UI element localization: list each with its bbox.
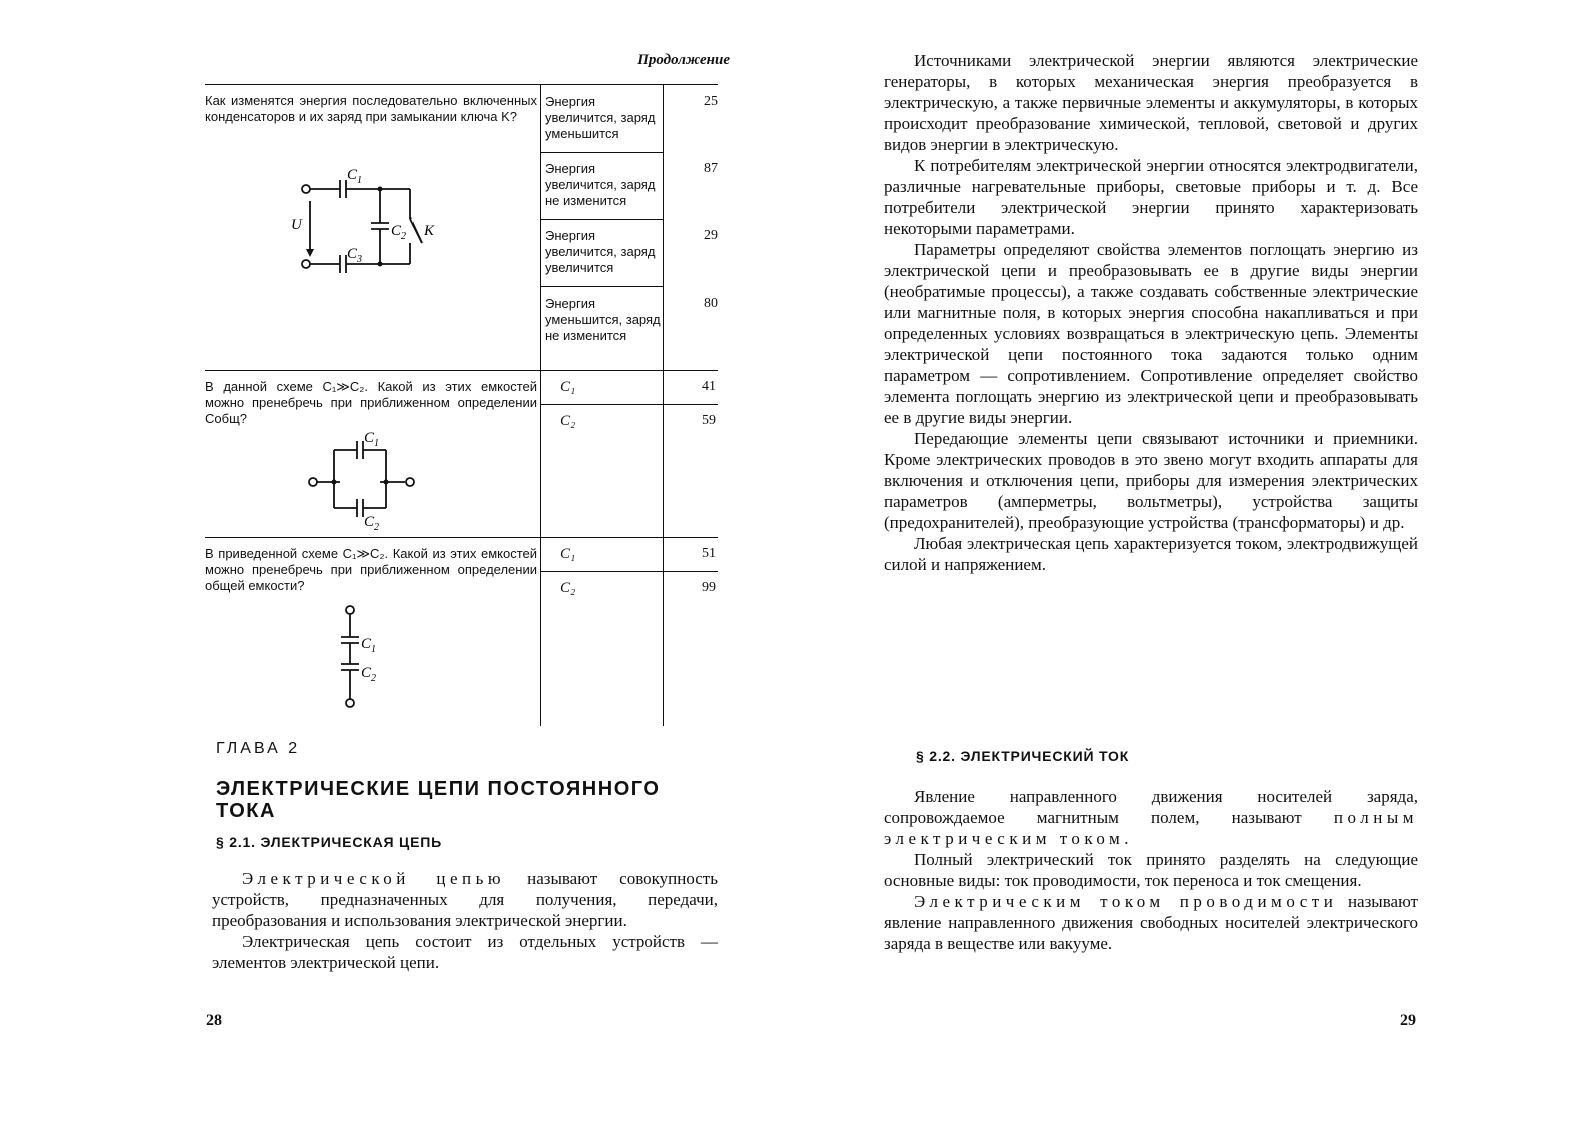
- paragraph: Электрическая цепь состоит из отдельных устройств — элементов электрической цепи.: [212, 932, 718, 972]
- section-heading: § 2.2. ЭЛЕКТРИЧЕСКИЙ ТОК: [916, 748, 1130, 764]
- table-answer: C₁: [560, 379, 576, 395]
- paragraph: Источниками электрической энергии являются электрические генераторы, в которых механическая энергия преобразуется в электрическую, а также первичные элементы и аккумуляторы, в которых происходит преобразование химической, тепловой, световой и других видов энергии в электрическую.: [884, 51, 1418, 154]
- term-spaced: полным электрическим током: [884, 808, 1418, 848]
- label-k: K: [424, 223, 435, 239]
- label-c2: C: [364, 514, 375, 530]
- paragraph-text: .: [1124, 829, 1129, 848]
- left-body-text: [212, 868, 718, 973]
- paragraph: [884, 891, 1418, 954]
- paragraph: Параметры определяют свойства элементов поглощать энергию из электрической цепи и преобразовывать ее в другие виды энергии (необратимые процессы), а также создавать собственные электрические или магнитные поля, в которых энергия способна накапливаться и при определенных условиях возвращаться в электрическую цепь. Элементы электрической цепи постоянного тока задаются только одним параметром — сопротивлением. Сопротивление определяет свойство элемента поглощать энергию из электрической цепи и преобразовывать ее в другие виды энергии.: [884, 240, 1418, 427]
- table-col-divider-1: [540, 84, 541, 726]
- paragraph: Полный электрический ток принято разделять на следующие основные виды: ток проводимости, ток переноса и ток смещения.: [884, 850, 1418, 890]
- series-vertical-capacitor-circuit: [330, 600, 390, 715]
- table-answer-number: 87: [704, 161, 718, 176]
- table-question: В приведенной схеме C₁≫C₂. Какой из этих емкостей можно пренебречь при приближенном определении общей емкости?: [205, 546, 537, 593]
- page-number-right: 29: [1400, 1012, 1416, 1029]
- label-c3: C: [347, 246, 358, 262]
- table-answer: Энергия увеличится, заряд не изменится: [545, 161, 656, 208]
- paragraph: Любая электрическая цепь характеризуется током, электродвижущей силой и напряжением.: [884, 534, 1418, 574]
- label-u: U: [291, 217, 302, 233]
- table-answer: Энергия увеличится, заряд уменьшится: [545, 94, 656, 141]
- answer-divider: [540, 571, 718, 572]
- row-divider: [205, 370, 718, 371]
- paragraph-text: Явление направленного движения носителей заряда, сопровождаемое магнитным полем, называют: [884, 787, 1418, 827]
- paragraph: К потребителям электрической энергии относятся электродвигатели, различные нагревательные приборы, световые приборы и т. д. Все потребители электрической энергии принято характеризовать некоторыми параметрами.: [884, 156, 1418, 238]
- answer-divider: [540, 404, 718, 405]
- section-heading: § 2.1. ЭЛЕКТРИЧЕСКАЯ ЦЕПЬ: [216, 834, 442, 850]
- table-answer-number: 80: [704, 296, 718, 311]
- table-answer-number: 51: [702, 546, 716, 561]
- label-c2: C: [391, 223, 402, 239]
- paragraph: [212, 868, 718, 931]
- term-spaced: Электрической цепью: [242, 869, 506, 888]
- table-col-divider-2: [663, 84, 664, 726]
- table-answer-number: 25: [704, 94, 718, 109]
- right-body-text: [884, 786, 1418, 954]
- answer-divider: [540, 152, 663, 153]
- page-number-left: 28: [206, 1012, 222, 1029]
- continuation-label: Продолжение: [637, 52, 730, 68]
- table-answer: C₂: [560, 413, 576, 429]
- table-question: В данной схеме C₁≫C₂. Какой из этих емкостей можно пренебречь при приближенном определении Cобщ?: [205, 379, 537, 426]
- table-question: Как изменятся энергия последовательно включенных конденсаторов и их заряд при замыкании ключа K?: [205, 93, 537, 124]
- label-c2-sub: 2: [371, 673, 376, 684]
- table-answer: Энергия увеличится, заряд увеличится: [545, 228, 656, 275]
- answer-divider: [540, 219, 663, 220]
- row-divider: [205, 537, 718, 538]
- label-c3-sub: 3: [357, 254, 362, 265]
- right-body-text: [884, 50, 1418, 575]
- table-answer: C₂: [560, 580, 576, 596]
- table-top-rule: [205, 84, 718, 85]
- paragraph: [884, 786, 1418, 849]
- label-c2-sub: 2: [374, 522, 379, 530]
- paragraph-text: называют явление направленного движения свободных носителей электрического заряда в веществе или вакууме.: [884, 892, 1418, 953]
- paragraph: Передающие элементы цепи связывают источники и приемники. Кроме электрических проводов в это звено могут входить аппараты для включения и отключения цепи, приборы для измерения электрических параметров (амперметры, вольтметры), устройства защиты (предохранителей), преобразующие устройства (трансформаторы) и др.: [884, 429, 1418, 532]
- label-c1-sub: 1: [374, 438, 379, 449]
- table-answer: C₁: [560, 546, 576, 562]
- label-c1: C: [364, 430, 375, 446]
- label-c2: C: [361, 665, 372, 681]
- label-c1: C: [361, 636, 372, 652]
- chapter-label: ГЛАВА 2: [216, 740, 301, 757]
- table-answer-number: 99: [702, 580, 716, 595]
- chapter-title: ЭЛЕКТРИЧЕСКИЕ ЦЕПИ ПОСТОЯННОГО ТОКА: [216, 778, 661, 822]
- table-answer-number: 29: [704, 228, 718, 243]
- series-capacitor-circuit: [285, 165, 445, 285]
- parallel-capacitor-circuit: [300, 430, 430, 530]
- term-spaced: Электрическим током проводимости: [914, 892, 1338, 911]
- table-answer: Энергия уменьшится, заряд не изменится: [545, 296, 661, 343]
- label-c1: C: [347, 167, 358, 183]
- answer-divider: [540, 286, 663, 287]
- label-c2-sub: 2: [401, 231, 406, 242]
- table-answer-number: 41: [702, 379, 716, 394]
- label-c1-sub: 1: [357, 175, 362, 186]
- table-answer-number: 59: [702, 413, 716, 428]
- paragraph-text: называют совокупность устройств, предназначенных для получения, передачи, преобразования и использования электрической энергии.: [212, 869, 718, 930]
- label-c1-sub: 1: [371, 644, 376, 655]
